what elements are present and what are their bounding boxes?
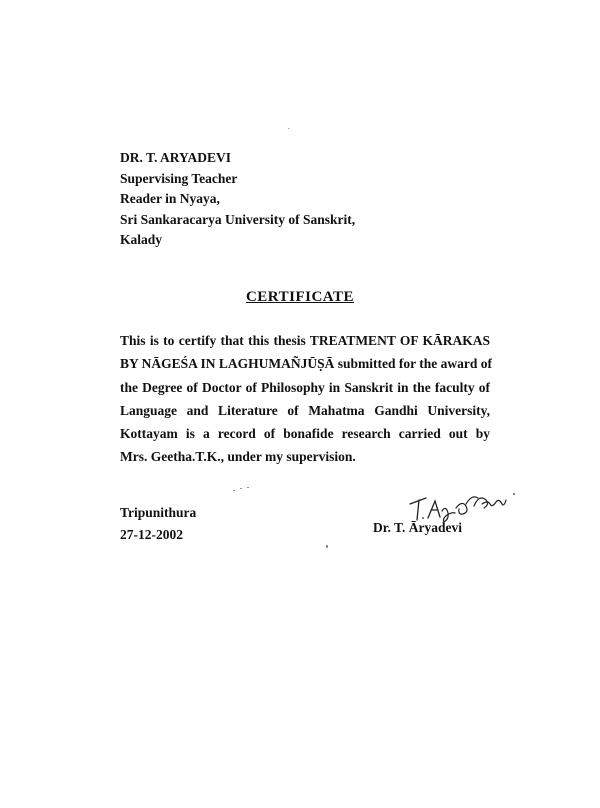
scan-speck	[233, 490, 235, 491]
scan-speck	[288, 128, 289, 129]
sender-location: Kalady	[120, 232, 163, 247]
certificate-body-line: Language and Literature of Mahatma Gandhi University,	[120, 402, 490, 418]
certificate-body	[120, 329, 493, 469]
date: 27-12-2002	[120, 527, 183, 542]
signatory-name: Dr. T. Āryadevi	[373, 520, 463, 535]
certificate-heading: CERTIFICATE	[245, 289, 355, 305]
place: Tripunithura	[120, 505, 197, 520]
sender-institution: Sri Sankaracarya University of Sanskrit,	[120, 211, 356, 227]
certificate-body-line: BY NĀGEŚA IN LAGHUMAÑJŪṢĀ submitted for the award of	[120, 356, 493, 372]
scan-speck	[247, 487, 249, 488]
certificate-body-line: This is to certify that this thesis TREATMENT OF KĀRAKAS	[120, 333, 490, 348]
sender-position: Reader in Nyaya,	[120, 191, 220, 206]
place-date-block	[120, 502, 196, 546]
sender-address-block	[120, 148, 355, 251]
certificate-body-line: the Degree of Doctor of Philosophy in Sanskrit in the faculty of	[120, 379, 490, 395]
scan-speck	[240, 488, 242, 489]
sender-name: DR. T. ARYADEVI	[120, 150, 232, 165]
scan-speck	[326, 545, 328, 548]
certificate-body-line: Kottayam is a record of bonafide research carried out by	[120, 426, 490, 442]
certificate-body-line: Mrs. Geetha.T.K., under my supervision.	[120, 449, 356, 465]
sender-designation: Supervising Teacher	[120, 170, 238, 186]
